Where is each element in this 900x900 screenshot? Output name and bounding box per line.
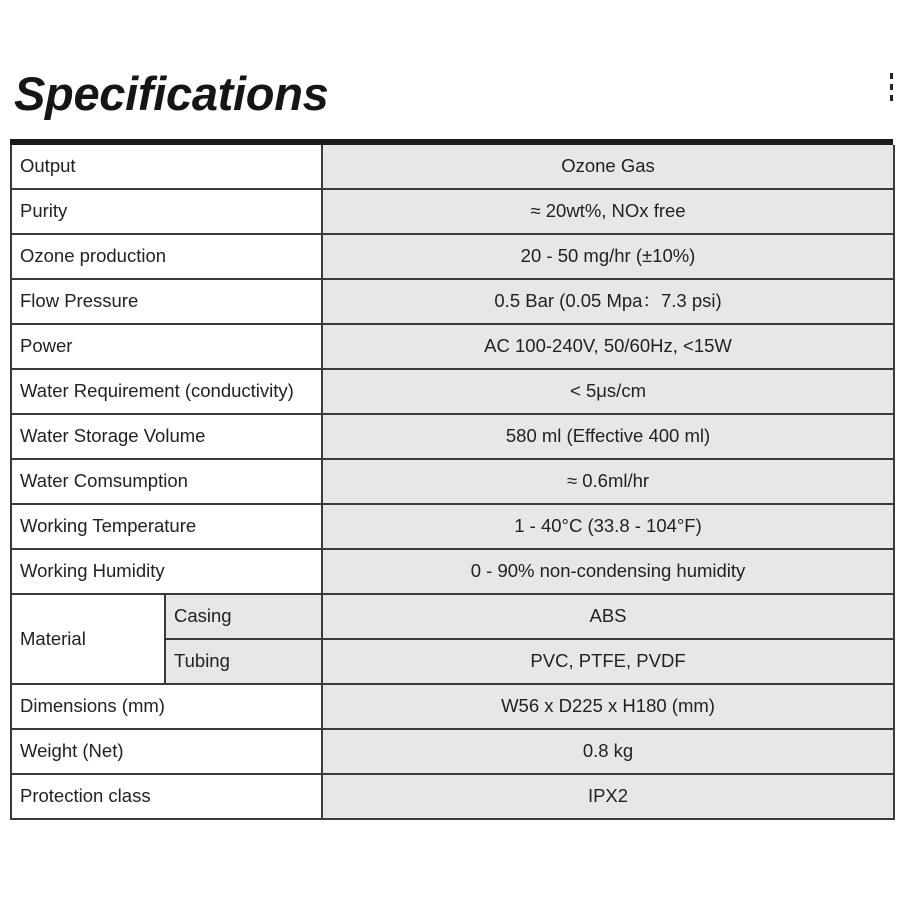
table-row xyxy=(11,549,894,594)
spec-label: Material xyxy=(11,594,165,684)
spec-label: Purity xyxy=(11,189,322,234)
spec-sublabel: Tubing xyxy=(165,639,322,684)
spec-value: 0 - 90% non-condensing humidity xyxy=(322,549,894,594)
table-row xyxy=(11,369,894,414)
spec-sublabel: Casing xyxy=(165,594,322,639)
spec-label: Water Requirement (conductivity) xyxy=(11,369,322,414)
spec-value: IPX2 xyxy=(322,774,894,819)
spec-value: W56 x D225 x H180 (mm) xyxy=(322,684,894,729)
table-row xyxy=(11,234,894,279)
spec-value: 0.5 Bar (0.05 Mpa：7.3 psi) xyxy=(322,279,894,324)
spec-label: Water Comsumption xyxy=(11,459,322,504)
table-row xyxy=(11,279,894,324)
spec-value: ≈ 0.6ml/hr xyxy=(322,459,894,504)
spec-value: Ozone Gas xyxy=(322,145,894,189)
spec-label: Flow Pressure xyxy=(11,279,322,324)
spec-label: Working Humidity xyxy=(11,549,322,594)
spec-label: Power xyxy=(11,324,322,369)
spec-label: Working Temperature xyxy=(11,504,322,549)
table-row xyxy=(11,145,894,189)
spec-value: 20 - 50 mg/hr (±10%) xyxy=(322,234,894,279)
spec-label: Protection class xyxy=(11,774,322,819)
spec-value: 580 ml (Effective 400 ml) xyxy=(322,414,894,459)
spec-label: Water Storage Volume xyxy=(11,414,322,459)
table-row xyxy=(11,459,894,504)
specifications-table xyxy=(10,145,895,820)
spec-value: PVC, PTFE, PVDF xyxy=(322,639,894,684)
spec-value: 0.8 kg xyxy=(322,729,894,774)
spec-value: 1 - 40°C (33.8 - 104°F) xyxy=(322,504,894,549)
table-row xyxy=(11,324,894,369)
table-row xyxy=(11,684,894,729)
table-row xyxy=(11,504,894,549)
table-row xyxy=(11,594,894,639)
table-row xyxy=(11,414,894,459)
spec-label: Weight (Net) xyxy=(11,729,322,774)
spec-label: Dimensions (mm) xyxy=(11,684,322,729)
spec-label: Ozone production xyxy=(11,234,322,279)
table-row xyxy=(11,729,894,774)
spec-value: ABS xyxy=(322,594,894,639)
table-row xyxy=(11,189,894,234)
spec-value: AC 100-240V, 50/60Hz, <15W xyxy=(322,324,894,369)
spec-value: < 5μs/cm xyxy=(322,369,894,414)
table-row xyxy=(11,774,894,819)
page-title: Specifications xyxy=(14,67,329,120)
more-options-icon xyxy=(890,73,894,106)
spec-value: ≈ 20wt%, NOx free xyxy=(322,189,894,234)
spec-label: Output xyxy=(11,145,322,189)
